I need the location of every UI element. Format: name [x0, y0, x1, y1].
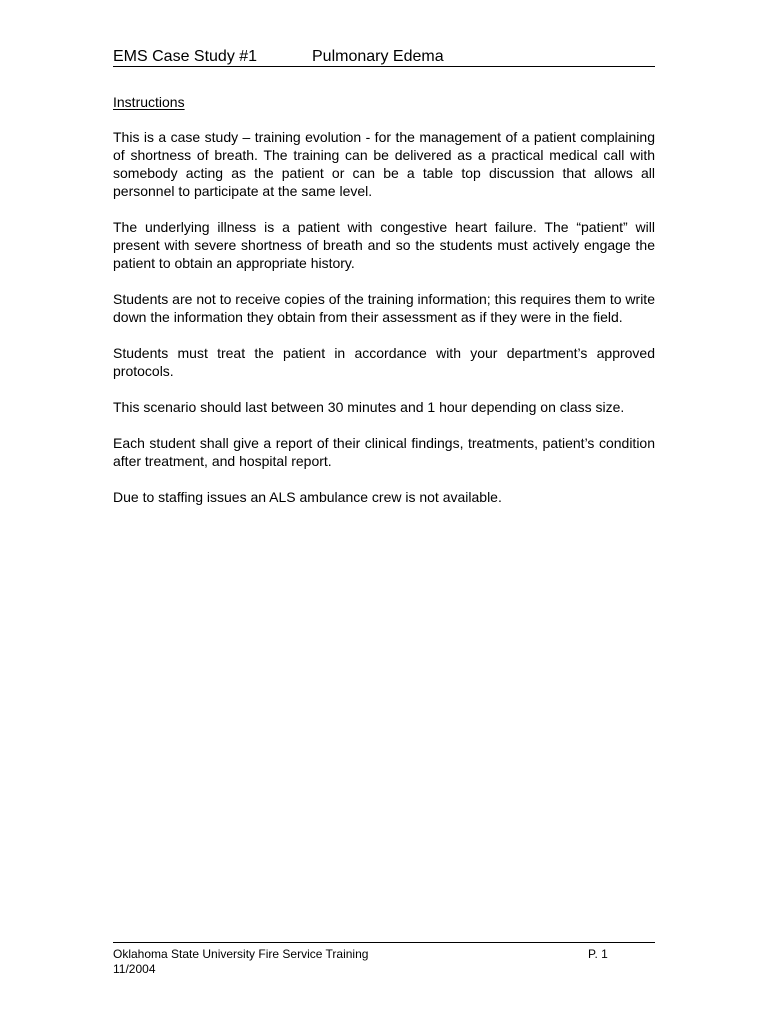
case-study-topic: Pulmonary Edema: [312, 48, 444, 65]
page-number: P. 1: [588, 947, 608, 961]
paragraph-6: Each student shall give a report of their clinical findings, treatments, patient’s condition after treatment, and hospital report.: [113, 435, 655, 469]
paragraph-5: This scenario should last between 30 minutes and 1 hour depending on class size.: [113, 399, 625, 415]
paragraph-7: Due to staffing issues an ALS ambulance crew is not available.: [113, 489, 502, 505]
paragraph-1: This is a case study – training evolution - for the management of a patient complaining of shortness of breath. The training can be delivered as a practical medical call with somebody acting as the patient or can be a table top discussion that allows all personnel to participate at the same level.: [113, 129, 655, 199]
case-study-title: EMS Case Study #1: [113, 48, 258, 65]
paragraph-2: The underlying illness is a patient with congestive heart failure. The “patient” will present with severe shortness of breath and so the students must actively engage the patient to obtain an appropriate history.: [113, 219, 655, 271]
document-header: [113, 48, 655, 67]
instructions-body: [113, 128, 655, 524]
footer-date: 11/2004: [113, 962, 156, 976]
paragraph-4: Students must treat the patient in accordance with your department’s approved protocols.: [113, 345, 655, 379]
document-footer: [113, 942, 655, 977]
footer-organization: Oklahoma State University Fire Service Training: [113, 947, 369, 961]
instructions-heading: Instructions: [113, 94, 185, 110]
paragraph-3: Students are not to receive copies of the training information; this requires them to write down the information they obtain from their assessment as if they were in the field.: [113, 291, 655, 325]
